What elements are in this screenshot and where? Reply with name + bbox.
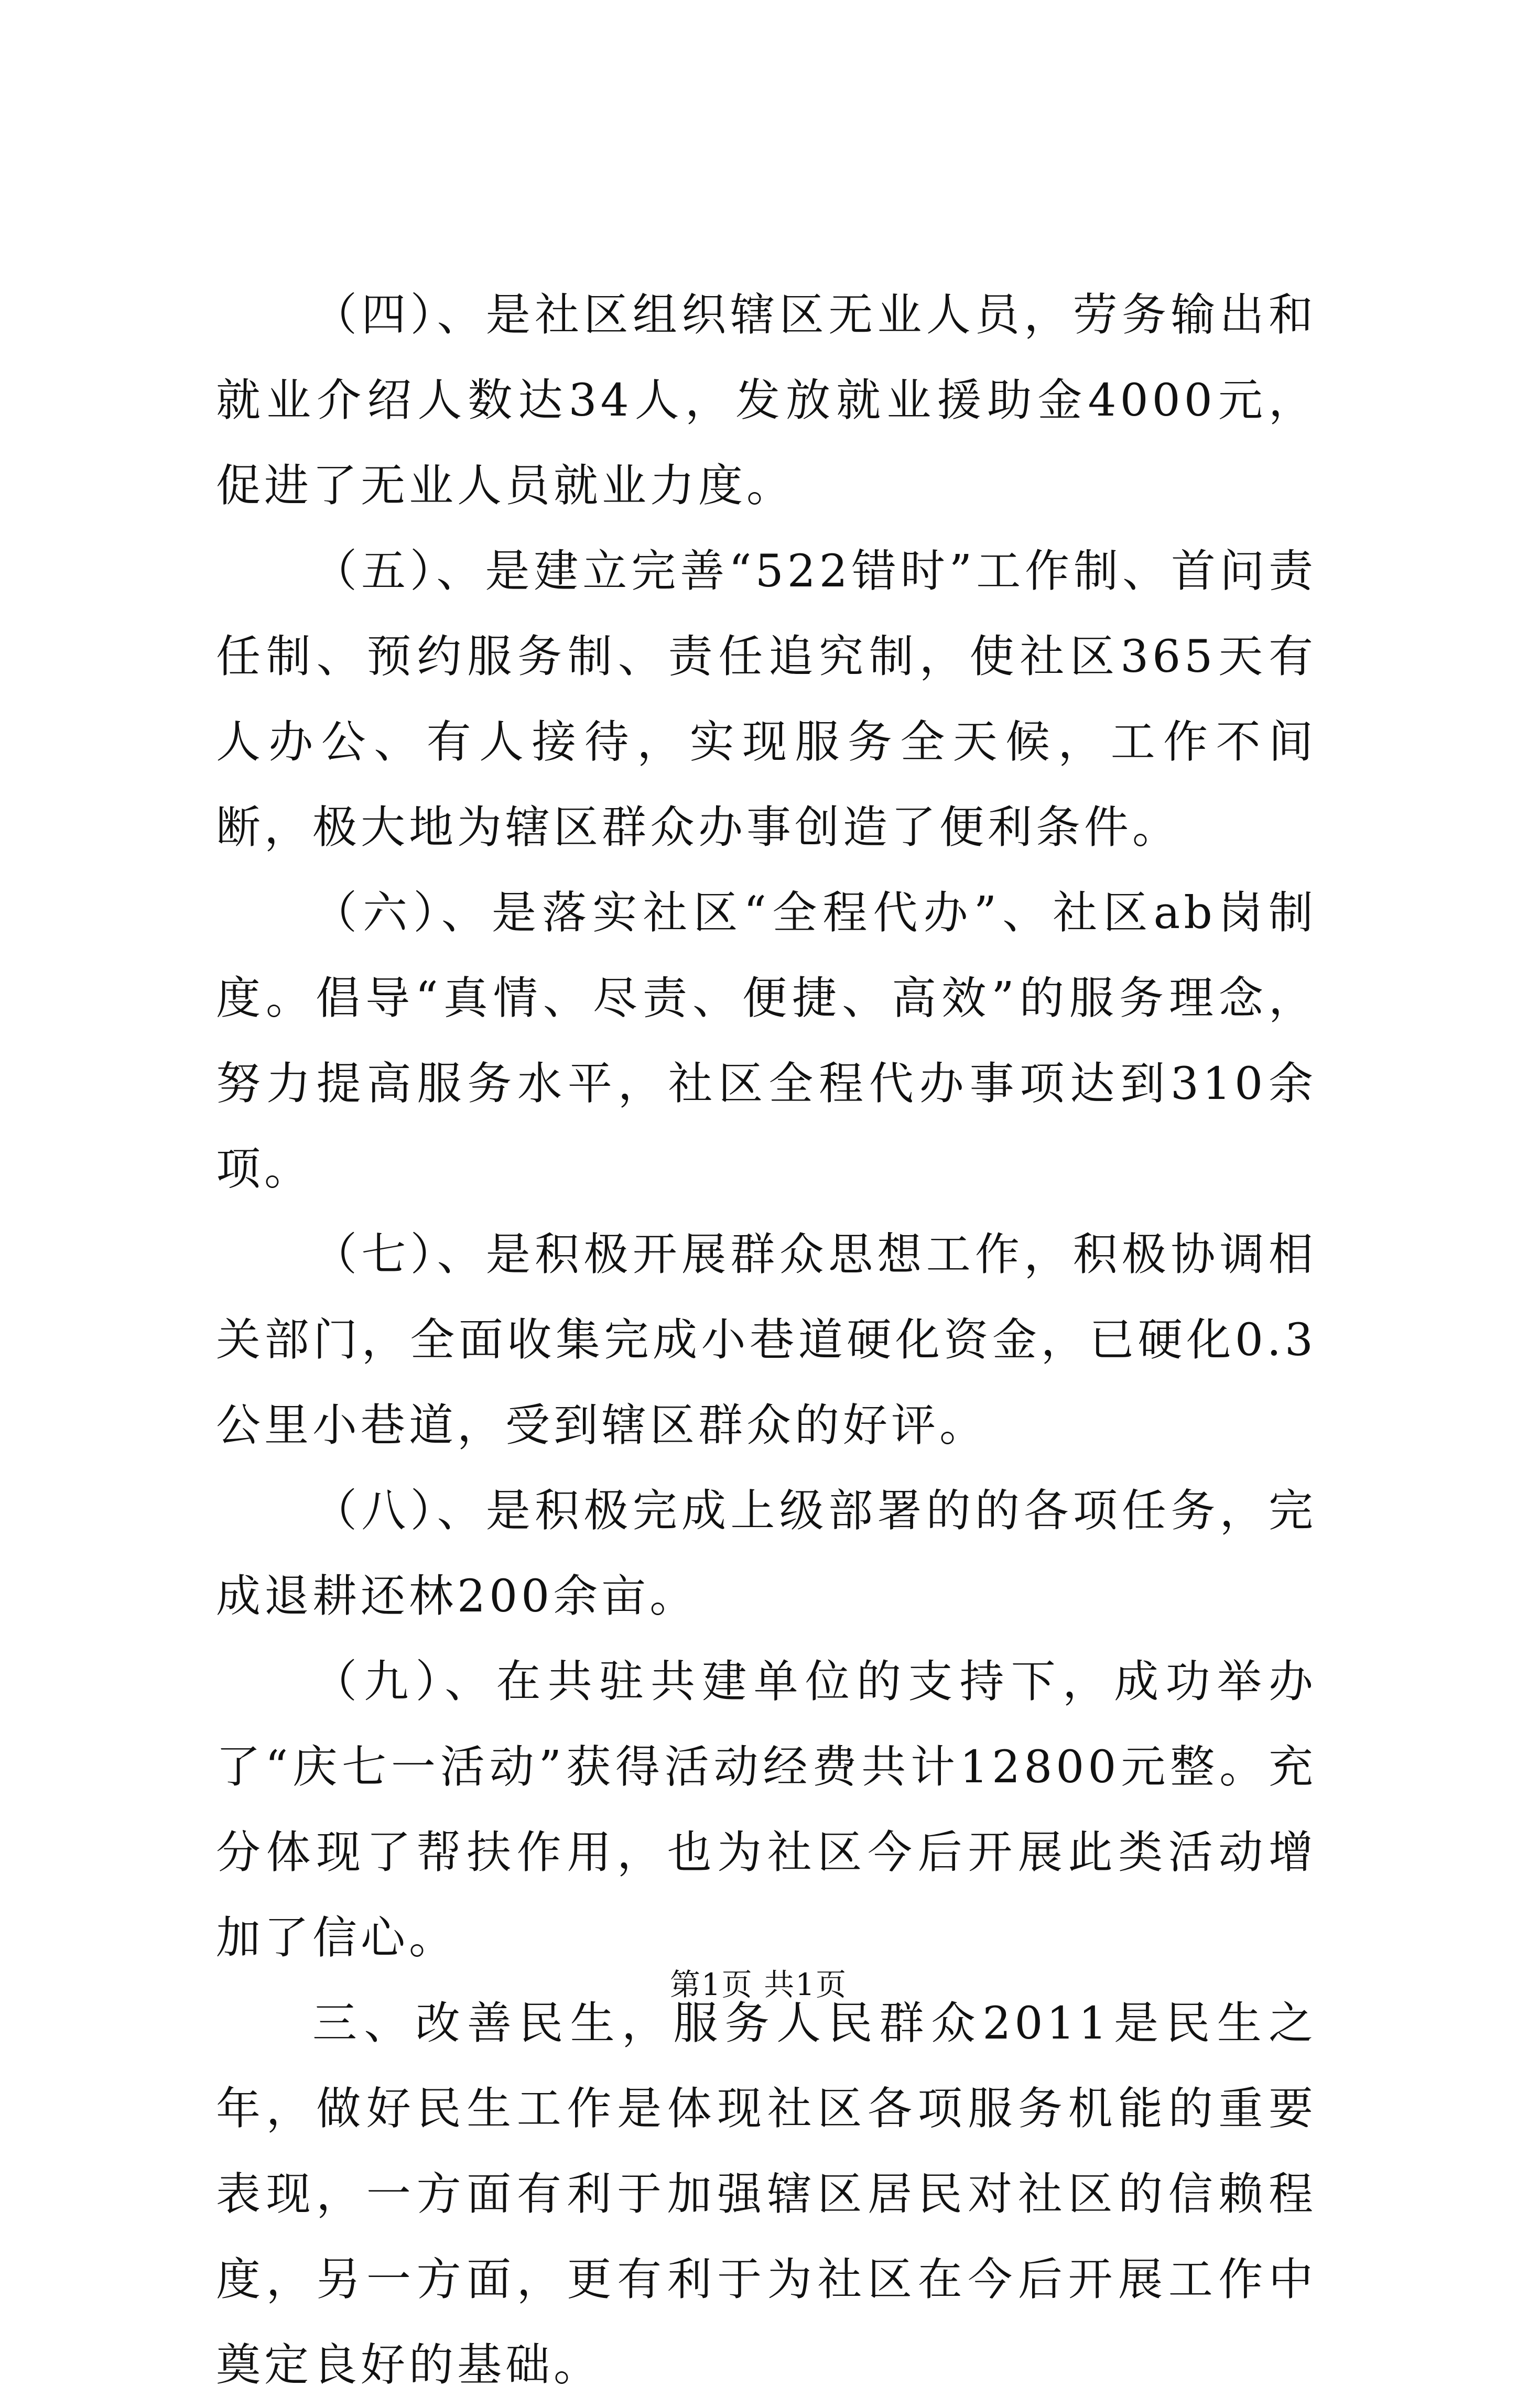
paragraph-6: （六）、是落实社区“全程代办”、社区ab岗制度。倡导“真情、尽责、便捷、高效”的服务理念，努力提高服务水平，社区全程代办事项达到310余项。 [216,887,1317,1195]
document-body [216,273,1317,2408]
paragraph-7: （七）、是积极开展群众思想工作，积极协调相关部门，全面收集完成小巷道硬化资金，已硬化0.3公里小巷道，受到辖区群众的好评。 [216,1229,1317,1452]
paragraph-5: （五）、是建立完善“522错时”工作制、首问责任制、预约服务制、责任追究制，使社区365天有人办公、有人接待，实现服务全天候，工作不间断，极大地为辖区群众办事创造了便利条件。 [216,546,1317,854]
paragraph-9: （九）、在共驻共建单位的支持下，成功举办了“庆七一活动”获得活动经费共计12800元整。充分体现了帮扶作用，也为社区今后开展此类活动增加了信心。 [216,1656,1317,1964]
paragraph-8: （八）、是积极完成上级部署的的各项任务，完成退耕还林200余亩。 [216,1485,1317,1622]
section-3-paragraph: 三、改善民生，服务人民群众2011是民生之年，做好民生工作是体现社区各项服务机能的重要表现，一方面有利于加强辖区居民对社区的信赖程度，另一方面，更有利于为社区在今后开展工作中奠定良好的基础。 [216,1998,1317,2391]
page-number-label: 第1页 共1页 [669,1967,848,2002]
paragraph-4: （四）、是社区组织辖区无业人员，劳务输出和就业介绍人数达34人，发放就业援助金4000元，促进了无业人员就业力度。 [216,289,1317,512]
page-footer [0,1960,1517,2004]
